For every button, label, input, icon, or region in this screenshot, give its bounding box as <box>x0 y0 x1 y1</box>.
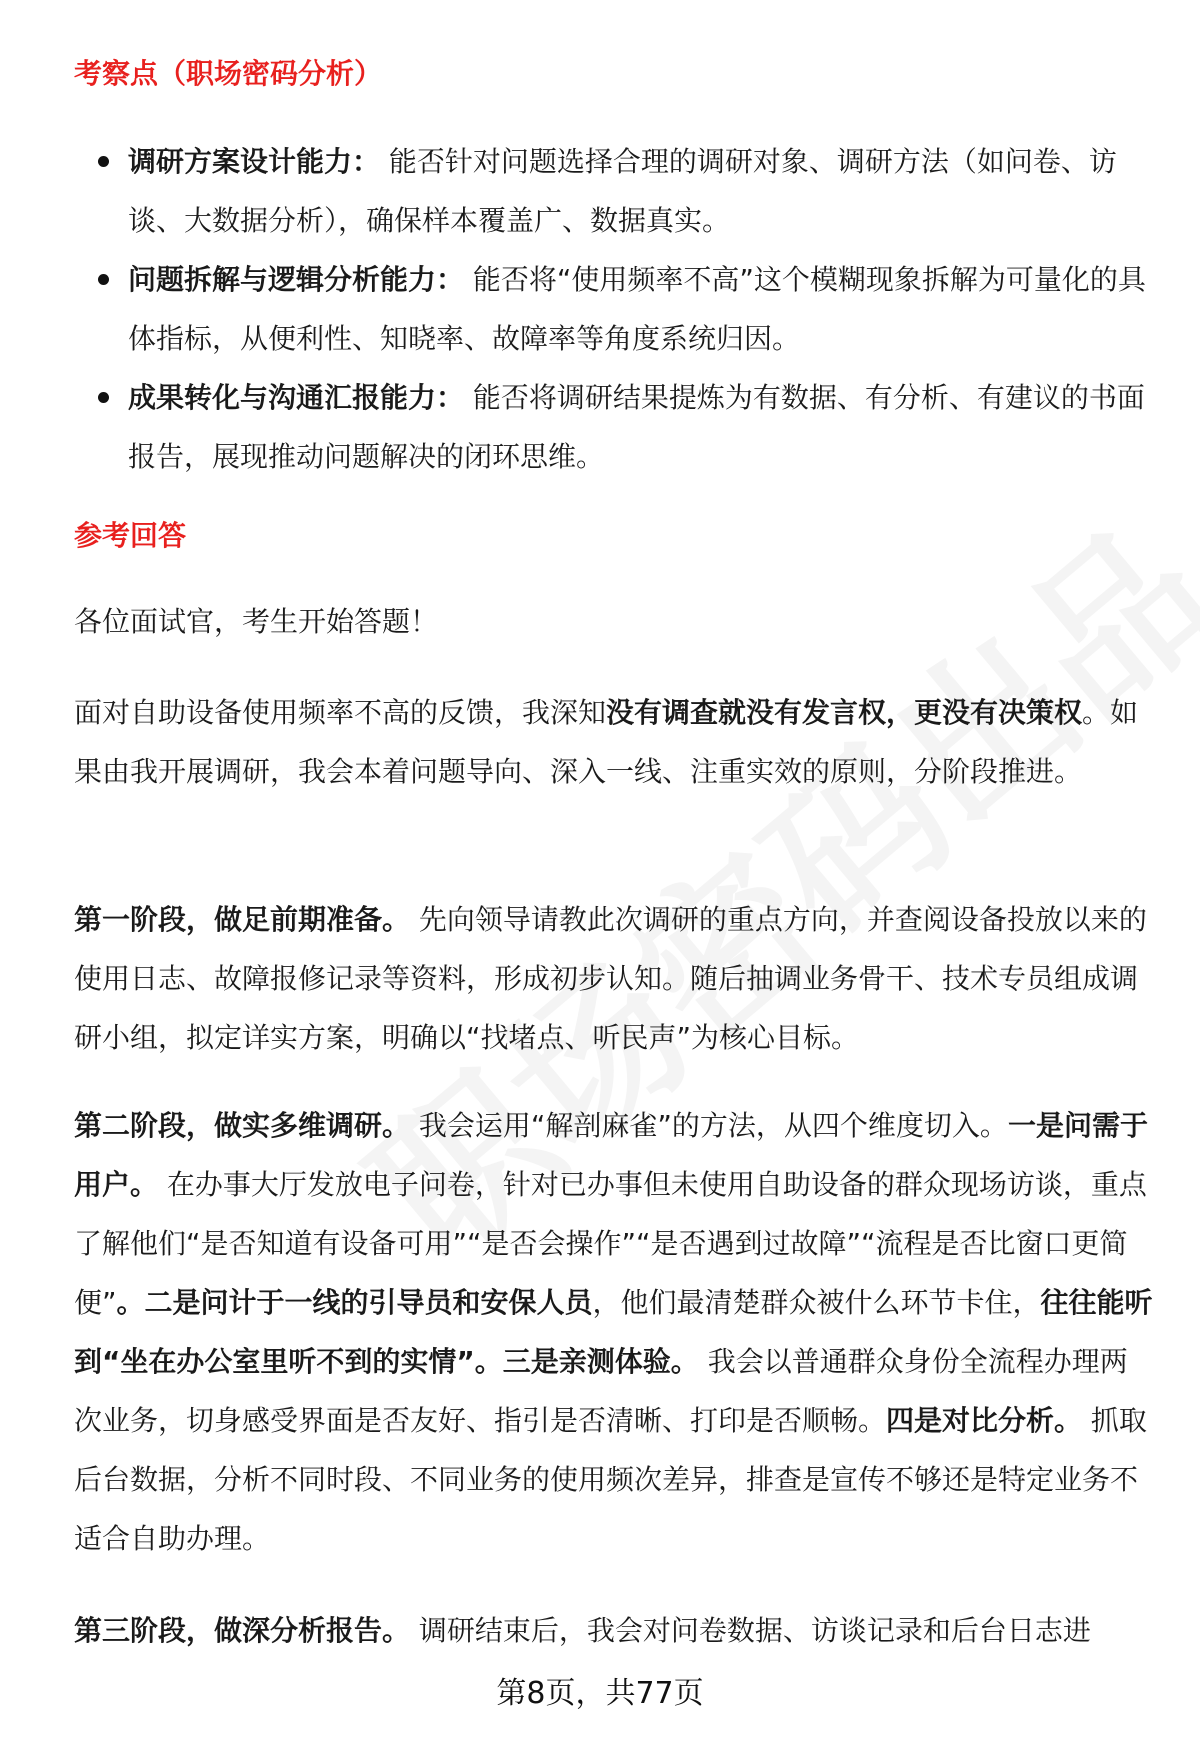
item-text: 能否将“使用频率不高”这个模糊现象拆解为可量化的具体指标，从便利性、知晓率、故障率等角度系统归因。 <box>128 263 1146 355</box>
item-heading: 成果转化与沟通汇报能力： <box>128 381 465 414</box>
stage2-text-2: 在办事大厅发放电子问卷，针对已办事但未使用自助设备的群众现场访谈，重点了解他们“是否知道有设备可用”“是否会操作”“是否遇到过故障”“流程是否比窗口更简便” <box>74 1168 1147 1319</box>
stage2-point-4: 四是对比分析。 <box>886 1404 1083 1437</box>
intro-text-1: 面对自助设备使用频率不高的反馈，我深知 <box>74 696 607 729</box>
stage2-paragraph <box>74 1096 1154 1568</box>
stage2-point-2: 。二是问计于一线的引导员和安保人员 <box>116 1286 593 1319</box>
stage1-text: 先向领导请教此次调研的重点方向，并查阅设备投放以来的使用日志、故障报修记录等资料，形成初步认知。随后抽调业务骨干、技术专员组成调研小组，拟定详实方案，明确以“找堵点、听民声”为核心目标。 <box>74 903 1147 1054</box>
stage2-text-4: 我会以普通群众身份全流程办理两次业务，切身感受界面是否友好、指引是否清晰、打印是否顺畅。 <box>74 1345 1128 1437</box>
list-item <box>74 368 1154 486</box>
stage2-text-3: ，他们最清楚群众被什么环节卡住， <box>592 1286 1041 1319</box>
bullet-icon <box>98 274 109 285</box>
section-title-analysis: 考察点（职场密码分析） <box>74 57 383 90</box>
greeting-paragraph: 各位面试官，考生开始答题！ <box>74 605 439 638</box>
bullet-icon <box>98 392 109 403</box>
stage3-text: 调研结束后，我会对问卷数据、访谈记录和后台日志进 <box>410 1614 1091 1647</box>
analysis-list <box>74 132 1154 486</box>
stage3-paragraph <box>74 1601 1154 1660</box>
intro-text-2: 。如果由我开展调研，我会本着问题导向、深入一线、注重实效的原则，分阶段推进。 <box>74 696 1139 788</box>
stage1-heading: 第一阶段，做足前期准备。 <box>74 903 411 936</box>
section-title-answer: 参考回答 <box>74 519 187 552</box>
stage3-heading: 第三阶段，做深分析报告。 <box>74 1614 411 1647</box>
stage2-heading: 第二阶段，做实多维调研。 <box>74 1109 411 1142</box>
list-item <box>74 132 1154 250</box>
item-text: 能否将调研结果提炼为有数据、有分析、有建议的书面报告，展现推动问题解决的闭环思维。 <box>128 381 1145 473</box>
bullet-icon <box>98 156 109 167</box>
page-number: 第8页，共77页 <box>496 1676 704 1711</box>
intro-emphasis: 没有调查就没有发言权，更没有决策权 <box>606 696 1083 729</box>
intro-paragraph <box>74 683 1154 801</box>
item-heading: 问题拆解与逻辑分析能力： <box>128 263 465 296</box>
list-item <box>74 250 1154 368</box>
stage2-text-1: 我会运用“解剖麻雀”的方法，从四个维度切入。 <box>410 1109 1008 1142</box>
item-text: 能否针对问题选择合理的调研对象、调研方法（如问卷、访谈、大数据分析），确保样本覆盖广、数据真实。 <box>128 145 1117 237</box>
item-heading: 调研方案设计能力： <box>128 145 381 178</box>
stage2-point-1: 一是问需于用户。 <box>74 1109 1148 1201</box>
stage1-paragraph <box>74 890 1154 1067</box>
stage2-point-3: 往往能听到“坐在办公室里听不到的实情”。三是亲测体验。 <box>74 1286 1153 1378</box>
stage2-text-5: 抓取后台数据，分析不同时段、不同业务的使用频次差异，排查是宣传不够还是特定业务不适合自助办理。 <box>74 1404 1147 1555</box>
